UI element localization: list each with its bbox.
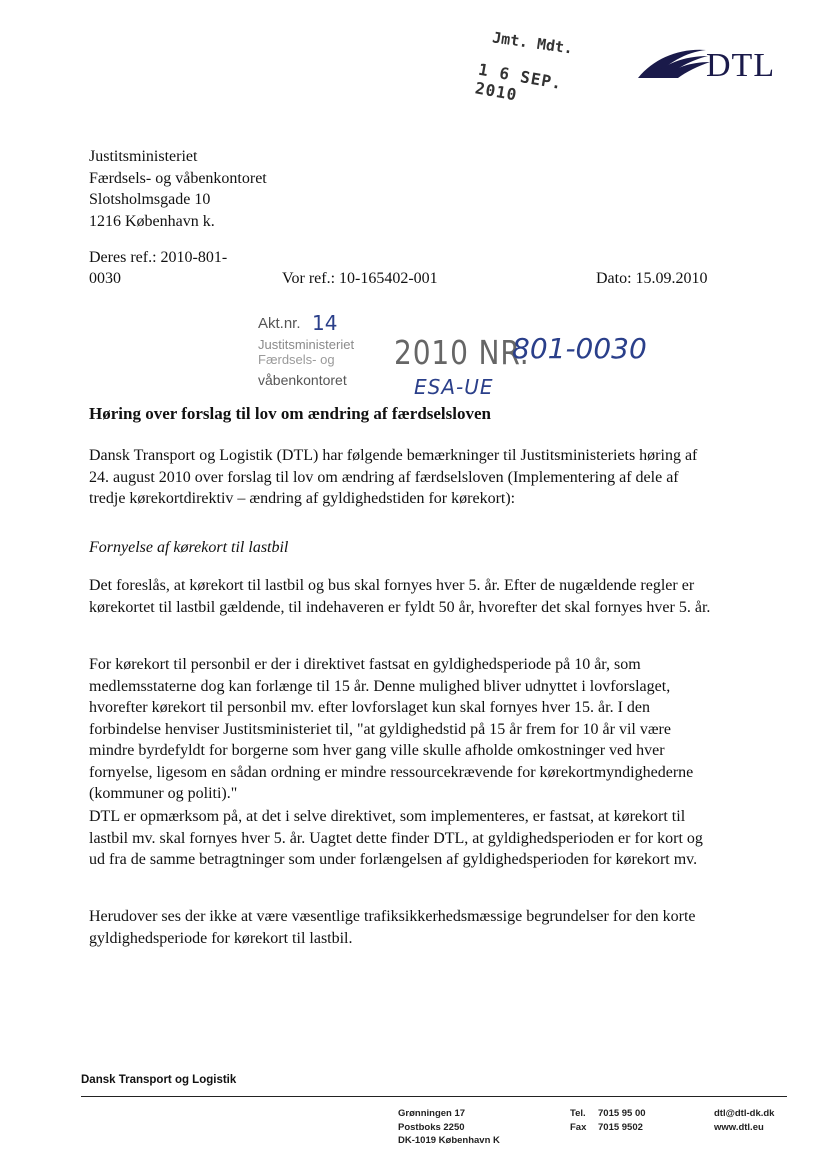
tel-label: Tel. — [570, 1108, 586, 1119]
stamp-dept-line: våbenkontoret — [258, 372, 347, 388]
letter-date: Dato: 15.09.2010 — [596, 270, 708, 287]
stamp-dept-line: Justitsministeriet — [258, 337, 355, 352]
journal-stamp — [258, 311, 678, 405]
stamp-date: 1 6 SEP. 2010 — [473, 59, 564, 105]
body-paragraph: For kørekort til personbil er der i direktivet fastsat en gyldighedsperiode på 10 år, som medlemsstaterne dog kan forlænge til 15 år. Denne mulighed bliver udnyttet i lovforslaget, hvorefter kørekort til personbil mv. efter lovforslaget kun skal fornyes hver 15. år. I den forbindelse henviser Justitsministeriet til, "at gyldighedstid på 15 år frem for 10 år vil være mindre byrdefyldt for borgerne som hver gang ville skulle afholde omkostninger ved hver fornyelse, ligesom en sådan ordning er mindre ressourcekrævende for kørekortmyndighederne (kommuner og politi)." — [89, 656, 694, 802]
body-paragraph: Det foreslås, at kørekort til lastbil og bus skal fornyes hver 5. år. Efter de nugældende regler er kørekortet til lastbil gældende, til indehaveren er fyldt 50 år, hvorefter det skal fornyes hver 5. år. — [89, 577, 711, 616]
stamp-dept-line: Færdsels- og — [258, 352, 335, 367]
footer-address-line: DK-1019 København K — [398, 1135, 500, 1146]
footer-contact — [714, 1107, 774, 1134]
tel-number: 7015 95 00 — [598, 1108, 646, 1119]
footer-address-line: Postboks 2250 — [398, 1121, 465, 1133]
recipient-line: Slotsholmsgade 10 — [89, 191, 211, 208]
footer-phone — [570, 1107, 646, 1134]
stamp-department: Jmt. Mdt. — [491, 28, 575, 58]
dtl-logo-swoosh-icon — [636, 44, 712, 90]
recipient-line: 1216 København k. — [89, 212, 215, 230]
akt-label: Akt.nr. — [258, 315, 301, 332]
section-heading: Fornyelse af kørekort til lastbil — [89, 539, 289, 556]
akt-number: 14 — [312, 311, 338, 335]
received-date-stamp — [468, 30, 598, 110]
footer-divider — [81, 1096, 787, 1097]
body-paragraph: Herudover ses der ikke at være væsentlige trafiksikkerhedsmæssige begrundelser for den korte gyldighedsperiode for kørekort til lastbil. — [89, 908, 696, 947]
footer-email: dtl@dtl-dk.dk — [714, 1108, 775, 1119]
journal-nr-number: 801-0030 — [512, 332, 647, 365]
recipient-line: Færdsels- og våbenkontoret — [89, 169, 267, 187]
handwritten-office-code: ESA-UE — [414, 375, 494, 399]
footer-company: Dansk Transport og Logistik — [81, 1074, 237, 1086]
body-paragraph: Dansk Transport og Logistik (DTL) har følgende bemærkninger til Justitsministeriets høring af 24. august 2010 over forslag til lov om ændring af færdselsloven (Implementering af dele af tredje kørekortdirektiv – ændring af gyldighedstiden for kørekort): — [89, 447, 698, 507]
journal-nr-label: 2010 NR. — [394, 333, 530, 372]
dtl-logo — [636, 44, 796, 90]
footer-address-line: Grønningen 17 — [398, 1108, 466, 1119]
footer-address — [398, 1107, 500, 1148]
logo-text: DTL — [706, 47, 776, 84]
letter-title: Høring over forslag til lov om ændring af færdselsloven — [89, 404, 491, 423]
fax-number: 7015 9502 — [598, 1121, 643, 1133]
vor-reference: Vor ref.: 10-165402-001 — [282, 270, 438, 287]
footer-website: www.dtl.eu — [714, 1121, 764, 1133]
body-paragraph: DTL er opmærksom på, at det i selve direktivet, som implementeres, er fastsat, at kørekort til lastbil mv. skal fornyes hver 5. år. Uagtet dette finder DTL, at gyldighedsperioden er for kort og ud fra de samme betragtninger som under forlængelsen af gyldighedsperioden for kørekort mv. — [89, 808, 703, 868]
fax-label: Fax — [570, 1121, 587, 1133]
recipient-address — [89, 146, 267, 232]
deres-reference: Deres ref.: 2010-801-0030 — [89, 249, 228, 287]
recipient-line: Justitsministeriet — [89, 148, 198, 165]
